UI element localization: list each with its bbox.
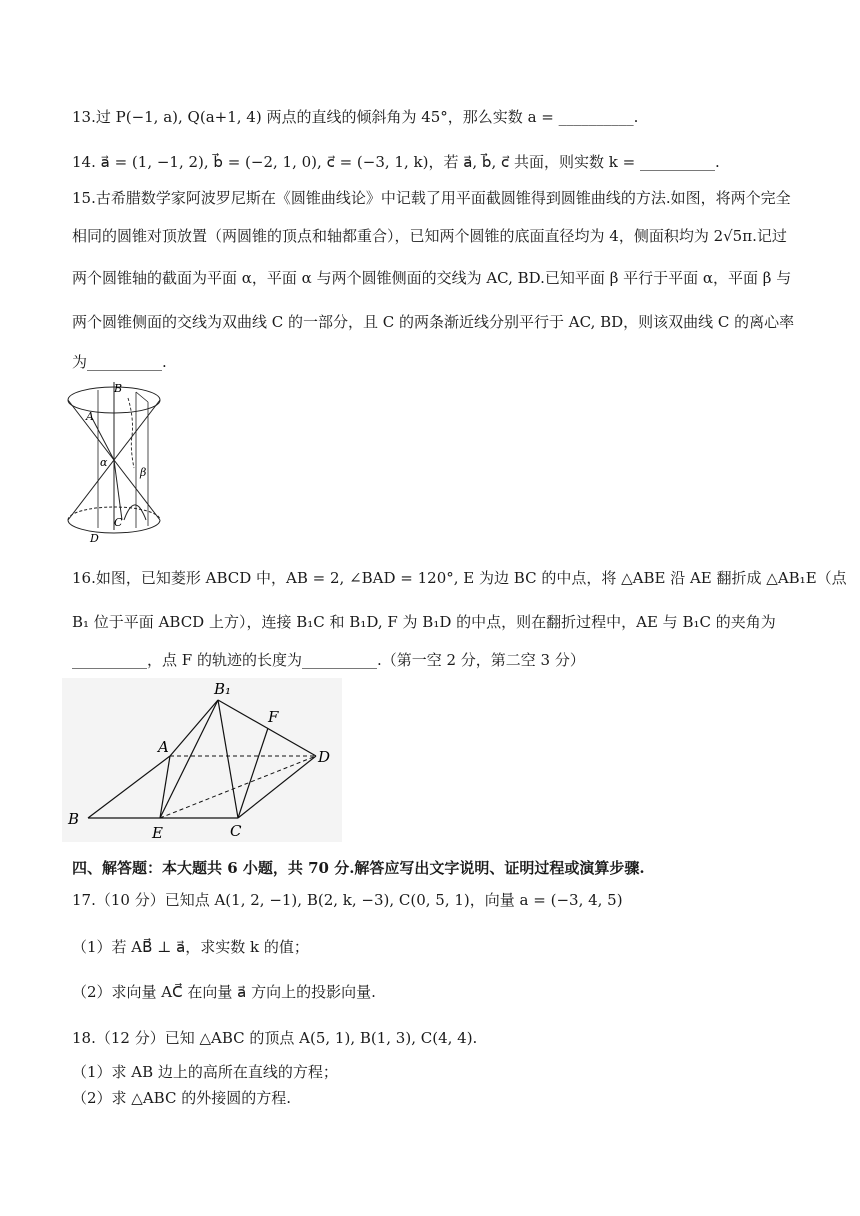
question-16-line-3: __________，点 F 的轨迹的长度为__________.（第一空 2 分，第二空 3 分） (72, 651, 585, 669)
question-15-line-4: 两个圆锥侧面的交线为双曲线 C 的一部分，且 C 的两条渐近线分别平行于 AC, BD，则该双曲线 C 的离心率 (72, 313, 795, 331)
double-cone-figure (62, 378, 172, 546)
rhombus-label-d: D (318, 748, 331, 766)
cone-label-alpha: α (100, 456, 108, 469)
question-18-part-1: （1）求 AB 边上的高所在直线的方程； (72, 1063, 338, 1081)
question-14-text: 14. a⃗ = (1, −1, 2), b⃗ = (−2, 1, 0), c⃗ = (−3, 1, k)，若 a⃗, b⃗, c⃗ 共面，则实数 k = __________. (72, 153, 720, 171)
rhombus-label-a: A (158, 738, 169, 756)
cone-label-b: B (114, 382, 123, 395)
rhombus-label-b: B (68, 810, 80, 828)
cone-label-a: A (86, 410, 94, 423)
rhombus-fold-figure (62, 678, 342, 842)
question-17-part-2: （2）求向量 AC⃗ 在向量 a⃗ 方向上的投影向量. (72, 983, 376, 1001)
question-16-line-2: B₁ 位于平面 ABCD 上方），连接 B₁C 和 B₁D, F 为 B₁D 的中点，则在翻折过程中，AE 与 B₁C 的夹角为 (72, 613, 776, 631)
question-17-part-1: （1）若 AB⃗ ⊥ a⃗，求实数 k 的值； (72, 938, 309, 956)
cone-label-c: C (114, 516, 123, 529)
question-13-text: 13.过 P(−1, a), Q(a+1, 4) 两点的直线的倾斜角为 45°，那么实数 a = __________. (72, 108, 639, 126)
rhombus-label-f: F (268, 708, 279, 726)
cone-label-beta: β (140, 466, 147, 479)
rhombus-label-b1: B₁ (214, 680, 232, 698)
question-16-line-1: 16.如图，已知菱形 ABCD 中，AB = 2, ∠BAD = 120°, E 为边 BC 的中点，将 △ABE 沿 AE 翻折成 △AB₁E（点 (72, 569, 847, 587)
question-15-line-1: 15.古希腊数学家阿波罗尼斯在《圆锥曲线论》中记载了用平面截圆锥得到圆锥曲线的方法.如图，将两个完全 (72, 189, 791, 207)
question-18-part-2: （2）求 △ABC 的外接圆的方程. (72, 1089, 291, 1107)
cone-label-d: D (90, 532, 99, 545)
rhombus-label-e: E (152, 824, 163, 842)
section-4-heading: 四、解答题：本大题共 6 小题，共 70 分.解答应写出文字说明、证明过程或演算步骤. (72, 859, 645, 877)
question-15-line-5: 为__________. (72, 353, 167, 371)
rhombus-label-c: C (230, 822, 242, 840)
question-17-text: 17.（10 分）已知点 A(1, 2, −1), B(2, k, −3), C(0, 5, 1)，向量 a = (−3, 4, 5) (72, 891, 623, 909)
question-15-line-3: 两个圆锥轴的截面为平面 α，平面 α 与两个圆锥侧面的交线为 AC, BD.已知平面 β 平行于平面 α，平面 β 与 (72, 269, 792, 287)
question-15-line-2: 相同的圆锥对顶放置（两圆锥的顶点和轴都重合），已知两个圆锥的底面直径均为 4，侧面积均为 2√5π.记过 (72, 227, 787, 245)
question-18-text: 18.（12 分）已知 △ABC 的顶点 A(5, 1), B(1, 3), C(4, 4). (72, 1029, 478, 1047)
